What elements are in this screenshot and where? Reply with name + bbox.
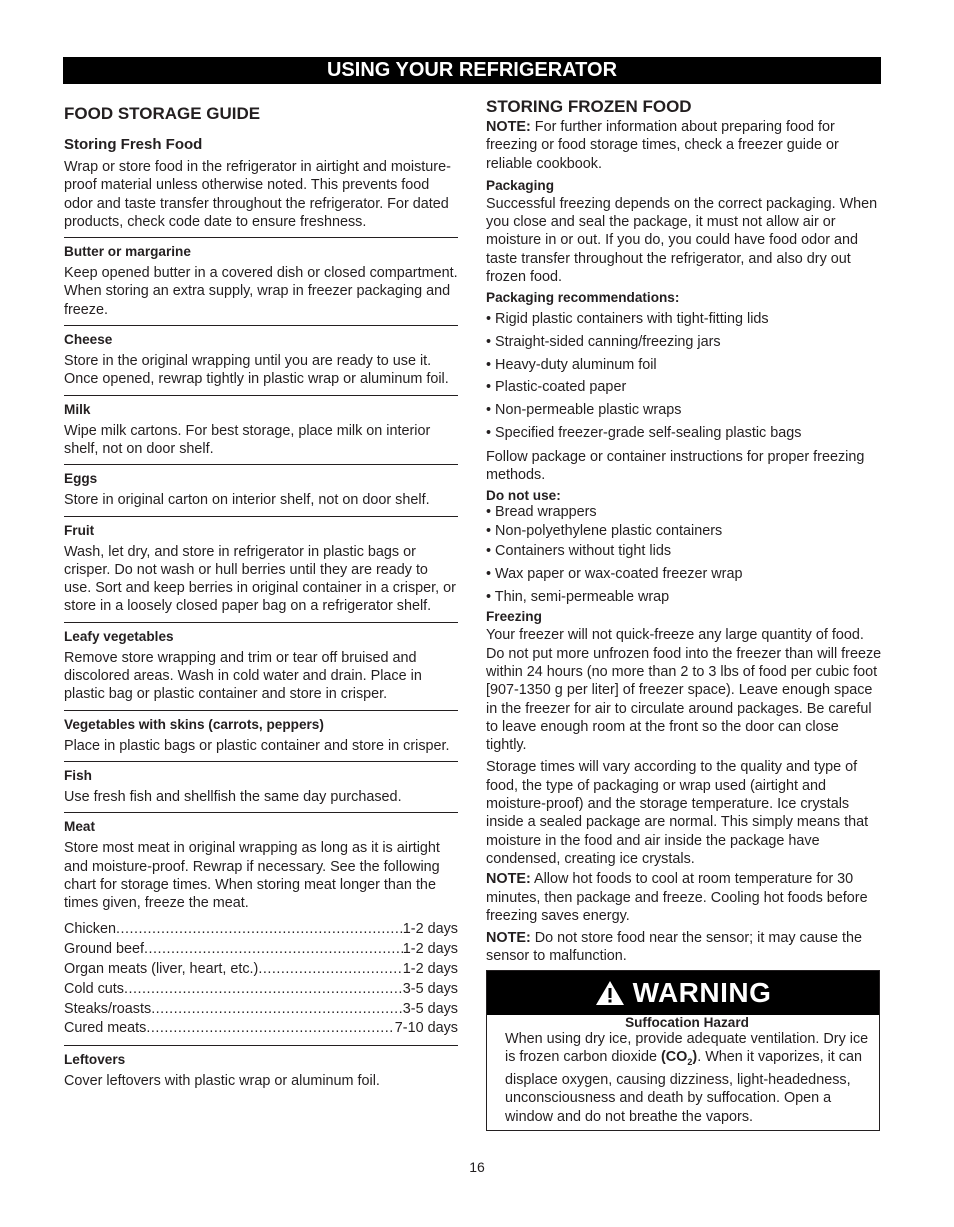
- freezing-heading: Freezing: [486, 609, 542, 625]
- section-text: Remove store wrapping and trim or tear off bruised and discolored areas. Wash in cold water and drain. Place in plastic bag or plastic container and store in crisper.: [64, 649, 422, 703]
- section-text: Wash, let dry, and store in refrigerator in plastic bags or crisper. Do not wash or hull berries until they are ready to use. Sort and keep berries in original container in a crisper, or store in a loosely closed paper bag on a refrigerator shelf.: [64, 543, 456, 615]
- section-title: Vegetables with skins (carrots, peppers): [64, 716, 324, 732]
- warning-label: WARNING: [632, 976, 772, 1008]
- storing-frozen-food-heading: STORING FROZEN FOOD: [486, 97, 692, 116]
- dot-leader: [146, 1019, 394, 1039]
- section-title: Meat: [64, 819, 95, 835]
- section-text: Keep opened butter in a covered dish or closed compartment. When storing an extra supply, wrap in freezer packaging and freeze.: [64, 265, 458, 318]
- packaging-text: Successful freezing depends on the correct packaging. When you close and seal the package, it must not allow air or moisture in or out. If you do, you could have food odor and taste transfer throughout the refrigerator, and also dry out frozen food.: [486, 195, 878, 286]
- warning-text: When using dry ice, provide adequate ventilation. Dry ice is frozen carbon dioxide $(CO_2)$. When it vaporizes, it can displace oxygen, causing dizziness, light-headedness, unconsciousness and death by suffocation. Open a window and do not breathe the vapors.: [505, 1030, 869, 1125]
- list-item: • Non-polyethylene plastic containers: [486, 522, 882, 540]
- note-sensor: NOTE: Do not store food near the sensor; it may cause the sensor to malfunction.: [486, 930, 862, 965]
- list-item: • Containers without tight lids: [486, 542, 882, 560]
- dot-leader: [124, 980, 403, 1000]
- section-title: Fruit: [64, 522, 95, 538]
- list-item: • Specified freezer-grade self-sealing plastic bags: [486, 424, 882, 442]
- warning-subtitle: Suffocation Hazard: [625, 1014, 749, 1030]
- meat-row: Cured meats ..... 7-10 days: [64, 1019, 458, 1039]
- section-fruit: [64, 516, 458, 616]
- section-leafy-vegetables: [64, 622, 458, 704]
- list-item: • Rigid plastic containers with tight-fitting lids: [486, 310, 882, 328]
- do-not-use-list: [486, 503, 882, 607]
- section-butter: [64, 237, 458, 319]
- list-item: • Non-permeable plastic wraps: [486, 401, 882, 419]
- dot-leader: [116, 920, 403, 940]
- section-title: Leftovers: [64, 1052, 126, 1068]
- note-preparing-food: NOTE: For further information about preparing food for freezing or food storage times, check a freezer guide or reliable cookbook.: [486, 119, 839, 172]
- food-storage-guide-heading: FOOD STORAGE GUIDE: [64, 104, 261, 123]
- section-title: Cheese: [64, 332, 113, 348]
- section-text: Cover leftovers with plastic wrap or aluminum foil.: [64, 1073, 380, 1090]
- storing-fresh-food-heading: Storing Fresh Food: [64, 136, 203, 153]
- section-cheese: [64, 325, 458, 389]
- packaging-recommendations-heading: Packaging recommendations:: [486, 290, 680, 306]
- section-text: Store in original carton on interior shelf, not on door shelf.: [64, 492, 430, 509]
- left-column: [64, 103, 458, 1091]
- section-title: Butter or margarine: [64, 244, 191, 260]
- list-item: • Thin, semi-permeable wrap: [486, 588, 882, 606]
- meat-row: Ground beef ..... 1-2 days: [64, 940, 458, 960]
- do-not-use-heading: Do not use:: [486, 487, 561, 503]
- section-fish: [64, 761, 458, 806]
- section-text: Wipe milk cartons. For best storage, place milk on interior shelf, not on door shelf.: [64, 422, 431, 457]
- packaging-recommendations-list: [486, 310, 882, 442]
- warning-body: [487, 1015, 879, 1130]
- section-title: Fish: [64, 767, 92, 783]
- page-number: 16: [469, 1159, 485, 1175]
- freezing-text: Your freezer will not quick-freeze any large quantity of food. Do not put more unfrozen food into the freezer than will freeze within 24 hours (no more than 2 to 3 lbs of food per cubic foot [907-1350 g per liter] of freezer space). Leave enough space in the freezer for air to circulate around packages. Be careful to leave enough room at the front so the door can close tightly.: [486, 627, 882, 754]
- list-item: • Heavy-duty aluminum foil: [486, 356, 882, 374]
- dot-leader: [258, 960, 402, 980]
- dot-leader: [144, 940, 403, 960]
- meat-row: Cold cuts ..... 3-5 days: [64, 980, 458, 1000]
- warning-header: [487, 971, 879, 1015]
- meat-row: Steaks/roasts ..... 3-5 days: [64, 1000, 458, 1020]
- section-title: Leafy vegetables: [64, 628, 174, 644]
- section-title: Milk: [64, 401, 91, 417]
- packaging-heading: Packaging: [486, 177, 554, 193]
- note-cool-hot-foods: NOTE: Allow hot foods to cool at room temperature for 30 minutes, then package and freeze. Cooling hot foods before freezing saves energy.: [486, 871, 868, 924]
- page-banner: USING YOUR REFRIGERATOR: [63, 57, 881, 84]
- section-text: Store in the original wrapping until you are ready to use it. Once opened, rewrap tightly in plastic wrap or aluminum foil.: [64, 353, 449, 388]
- section-text: Use fresh fish and shellfish the same day purchased.: [64, 788, 402, 805]
- section-leftovers: [64, 1045, 458, 1090]
- section-text: Store most meat in original wrapping as long as it is airtight and moisture-proof. Rewrap if necessary. See the following chart for storage times. When storing meat longer than the times given, freeze the meat.: [64, 840, 440, 912]
- list-item: • Bread wrappers: [486, 503, 882, 521]
- section-milk: [64, 395, 458, 459]
- storage-times-text: Storage times will vary according to the quality and type of food, the type of packaging or wrap used (airtight and moisture-proof) and the storage temperature. Ice crystals inside a sealed package are normal. This simply means that moisture in the food and air inside the package have condensed, creating ice crystals.: [486, 759, 869, 867]
- meat-row: Chicken ..... 1-2 days: [64, 920, 458, 940]
- meat-row: Organ meats (liver, heart, etc.) ..... 1-2 days: [64, 960, 458, 980]
- follow-instructions-text: Follow package or container instructions for proper freezing methods.: [486, 449, 865, 484]
- list-item: • Plastic-coated paper: [486, 378, 882, 396]
- warning-triangle-icon: [595, 980, 625, 1006]
- meat-storage-times-table: [64, 920, 458, 1039]
- section-meat: [64, 812, 458, 1039]
- list-item: • Straight-sided canning/freezing jars: [486, 333, 882, 351]
- storing-fresh-food-text: Wrap or store food in the refrigerator in airtight and moisture-proof material unless otherwise noted. This prevents food odor and taste transfer throughout the refrigerator. For dated products, check code date to ensure freshness.: [64, 159, 451, 230]
- section-vegetables-with-skins: [64, 710, 458, 755]
- right-column: [486, 96, 882, 1131]
- section-title: Eggs: [64, 471, 98, 487]
- dot-leader: [151, 1000, 403, 1020]
- section-eggs: [64, 464, 458, 509]
- section-text: Place in plastic bags or plastic container and store in crisper.: [64, 737, 450, 754]
- warning-box: [486, 970, 880, 1131]
- list-item: • Wax paper or wax-coated freezer wrap: [486, 565, 882, 583]
